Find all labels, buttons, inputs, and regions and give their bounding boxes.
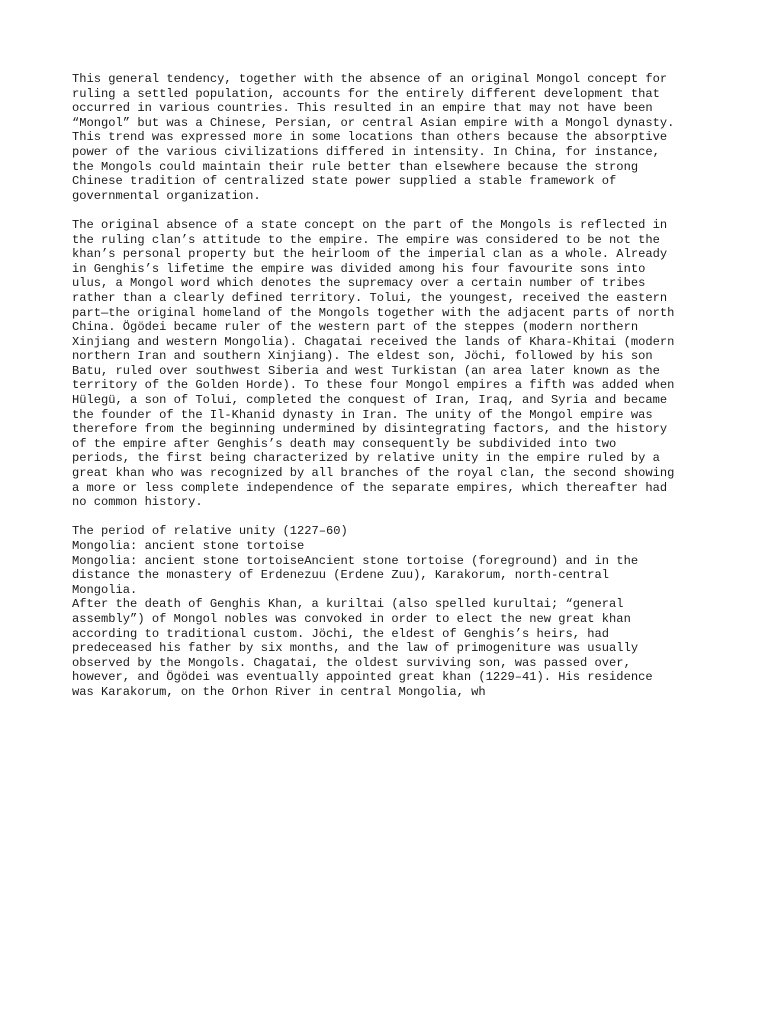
text-line: therefore from the beginning undermined by disintegrating factors, and the history	[72, 422, 668, 437]
text-line: Batu, ruled over southwest Siberia and west Turkistan (an area later known as the	[72, 363, 660, 378]
text-line: power of the various civilizations differed in intensity. In China, for instance,	[72, 144, 660, 159]
document-page	[72, 72, 712, 700]
text-line: assembly”) of Mongol nobles was convoked in order to elect the new great khan	[72, 611, 631, 626]
paragraph-2	[72, 218, 712, 510]
paragraph-gap	[72, 510, 712, 525]
text-line: Mongolia: ancient stone tortoise	[72, 539, 305, 553]
text-line: ulus, a Mongol word which denotes the supremacy over a certain number of tribes	[72, 276, 646, 291]
text-line: Xinjiang and western Mongolia). Chagatai received the lands of Khara-Khitai (modern	[72, 334, 675, 349]
text-line: The period of relative unity (1227–60)	[72, 524, 348, 539]
text-line: Chinese tradition of centralized state power supplied a stable framework of	[72, 174, 617, 189]
text-line: This general tendency, together with the absence of an original Mongol concept for	[72, 72, 668, 86]
text-line: observed by the Mongols. Chagatai, the oldest surviving son, was passed over,	[72, 655, 631, 670]
text-line: After the death of Genghis Khan, a kuriltai (also spelled kurultai; “general	[72, 597, 624, 612]
text-line: distance the monastery of Erdenezuu (Erdene Zuu), Karakorum, north-central	[72, 568, 610, 583]
text-line: Hülegü, a son of Tolui, completed the conquest of Iran, Iraq, and Syria and became	[72, 393, 668, 408]
text-line: of the empire after Genghis’s death may consequently be subdivided into two	[72, 436, 617, 451]
text-line: Mongolia.	[72, 582, 138, 597]
text-line: “Mongol” but was a Chinese, Persian, or central Asian empire with a Mongol dynasty.	[72, 115, 675, 130]
text-line: territory of the Golden Horde). To these four Mongol empires a fifth was added when	[72, 378, 675, 393]
text-line: khan’s personal property but the heirloom of the imperial clan as a whole. Already	[72, 247, 668, 262]
text-line: ruling a settled population, accounts for the entirely different development that	[72, 86, 660, 101]
text-line: according to traditional custom. Jöchi, the eldest of Genghis’s heirs, had	[72, 626, 610, 641]
text-line: the ruling clan’s attitude to the empire. The empire was considered to be not the	[72, 232, 660, 247]
text-line: the founder of the Il-Khanid dynasty in Iran. The unity of the Mongol empire was	[72, 407, 653, 422]
text-line: rather than a clearly defined territory. Tolui, the youngest, received the eastern	[72, 290, 668, 305]
paragraph-1	[72, 72, 712, 203]
text-line: periods, the first being characterized by relative unity in the empire ruled by a	[72, 451, 660, 466]
text-line: This trend was expressed more in some locations than others because the absorptive	[72, 130, 668, 145]
text-line: part—the original homeland of the Mongols together with the adjacent parts of north	[72, 305, 675, 320]
text-line: Mongolia: ancient stone tortoiseAncient stone tortoise (foreground) and in the	[72, 553, 639, 568]
text-line: in Genghis’s lifetime the empire was divided among his four favourite sons into	[72, 261, 646, 276]
paragraph-3	[72, 524, 712, 699]
text-line: The original absence of a state concept on the part of the Mongols is reflected in	[72, 217, 668, 232]
text-line: a more or less complete independence of the separate empires, which thereafter had	[72, 480, 668, 495]
text-line: however, and Ögödei was eventually appointed great khan (1229–41). His residence	[72, 670, 653, 685]
text-line: governmental organization.	[72, 188, 261, 203]
text-line: the Mongols could maintain their rule better than elsewhere because the strong	[72, 159, 639, 174]
text-line: no common history.	[72, 495, 203, 510]
text-line: occurred in various countries. This resulted in an empire that may not have been	[72, 101, 653, 116]
text-line: northern Iran and southern Xinjiang). The eldest son, Jöchi, followed by his son	[72, 349, 653, 364]
text-line: China. Ögödei became ruler of the western part of the steppes (modern northern	[72, 320, 639, 335]
paragraph-gap	[72, 203, 712, 218]
text-line: great khan who was recognized by all branches of the royal clan, the second showing	[72, 466, 675, 481]
text-line: was Karakorum, on the Orhon River in central Mongolia, wh	[72, 684, 486, 699]
text-line: predeceased his father by six months, and the law of primogeniture was usually	[72, 641, 639, 656]
